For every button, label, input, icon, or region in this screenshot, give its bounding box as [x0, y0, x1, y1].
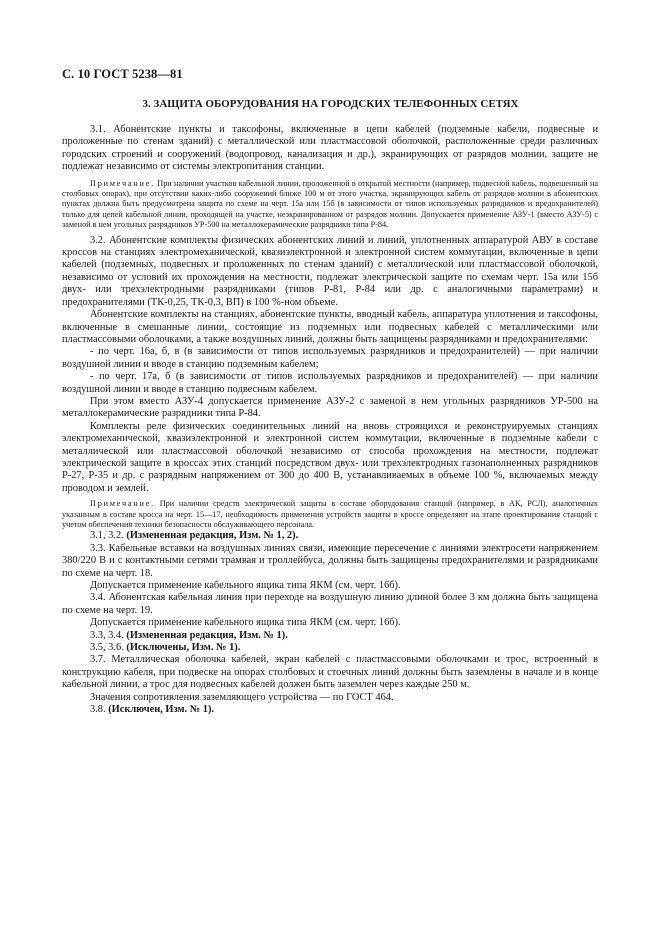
edition-note-1 — [62, 530, 598, 542]
paragraph-mixed-lines: Абонентские комплекты на станциях, абонентские пункты, вводный кабель, аппаратура уплотнения и таксофоны, включенные в смешанные линии, состоящие из подземных или подвесных кабелей с металлическими или пластмассовыми оболочками, а также воздушных линий, должны быть защищены разрядниками и предохранителями: — [62, 309, 598, 345]
list-item-1: - по черт. 16а, б, в (в зависимости от типов используемых разрядников и предохранителей) — при наличии воздушной линии и вводе в станцию подземным кабелем; — [62, 346, 598, 370]
note-2 — [62, 499, 598, 530]
edition-note-2 — [62, 630, 598, 642]
paragraph-3-3: 3.3. Кабельные вставки на воздушных линиях связи, имеющие пересечение с линиями электросети напряжением 380/220 В и с контактными сетями трамвая и троллейбуса, должны быть защищены предохранителями и разрядниками по схеме на черт. 18. — [62, 542, 598, 579]
edition-note-1-num: 3.1, 3.2. — [90, 530, 124, 542]
paragraph-3-7: 3.7. Металлическая оболочка кабелей, экран кабелей с пластмассовыми оболочками и трос, встроенный в конструкцию кабеля, при подвеске на опорах столбовых и стоечных линий должны быть заземлены в начале и в конце кабельной линии, а трос для подвесных кабелей должен быть заземлен через каждые 250 м. — [62, 654, 598, 691]
note-1-text: При наличии участков кабельной линии, проложенной в открытой местности (например, подвесной кабель, подвешенный на столбовых опорах), при отсутствии каких-либо сооружений ближе 100 м от этого участка, экранирующих кабель от разрядов молнии в абонентских пунктах должна быть предусмотрена защита по схеме на черт. 15а или 15б (в зависимости от типов используемых разрядников и предохранителей) только для цепей кабельной линии, проходящей на участке, неэкранированном от разрядов молнии. Допускается применение АЗУ-1 (вместо АЗУ-5) с заменой в нем угольных разрядников УР-500 на металлокерамические разрядники типа Р-84. — [62, 178, 598, 230]
paragraph-3-4: 3.4. Абонентская кабельная линия при переходе на воздушную линию длиной более 3 км должна быть защищена по схеме на черт. 19. — [62, 592, 598, 616]
note-2-label: Примечание. — [90, 499, 155, 509]
excluded-note-2-num: 3.8. — [90, 704, 106, 716]
edition-note-2-num: 3.3, 3.4. — [90, 629, 124, 641]
paragraph-3-1: 3.1. Абонентские пункты и таксофоны, включенные в цепи кабелей (подземные кабели, подвесные и проложенные по стенам зданий) с металлической или пластмассовой оболочкой, расположенные среди различных городских строений и сооружений (водопровод, канализация и др.), экранирующих от разрядов молнии, защите не подлежат независимо от системы электропитания станции. — [62, 124, 598, 173]
note-1-label: Примечание. — [90, 178, 155, 188]
excluded-note-2 — [62, 704, 598, 716]
paragraph-3-4-allowed: Допускается применение кабельного ящика типа ЯКМ (см. черт. 16б). — [90, 617, 401, 629]
paragraph-3-3-allowed: Допускается применение кабельного ящика типа ЯКМ (см. черт. 16б). — [90, 580, 401, 592]
edition-note-2-text: (Измененная редакция, Изм. № 1). — [126, 629, 288, 641]
paragraph-azu: При этом вместо АЗУ-4 допускается применение АЗУ-2 с заменой в нем угольных разрядников УР-500 на металлокерамические разрядники типа Р-84. — [62, 395, 598, 420]
page-header: С. 10 ГОСТ 5238—81 — [62, 67, 183, 81]
excluded-note-2-text: (Исключен, Изм. № 1). — [108, 704, 215, 716]
edition-note-1-text: (Измененная редакция, Изм. № 1, 2). — [126, 530, 299, 542]
section-title: 3. ЗАЩИТА ОБОРУДОВАНИЯ НА ГОРОДСКИХ ТЕЛЕФОННЫХ СЕТЯХ — [142, 98, 519, 110]
note-2-text: При наличии средств электрической защиты в составе оборудования станций (например, в АК, РСЛ), аналогичных указанным в составе кросса на черт. 15—17, необходимость применения устройств защиты в кроссе определяют на этапе проектирования станций с учетом обеспечения техники безопасности обслуживающего персонала. — [62, 499, 598, 529]
excluded-note-1-text: (Исключены, Изм. № 1). — [126, 642, 241, 654]
list-item-2: - по черт. 17а, б (в зависимости от типов используемых разрядников и предохранителей) — при наличии воздушной линии и вводе в станцию подвесным кабелем. — [62, 371, 598, 395]
excluded-note-1 — [62, 642, 598, 654]
paragraph-3-2: 3.2. Абонентские комплекты физических абонентских линий и линий, уплотненных аппаратурой АВУ в составе кроссов на станциях электромеханической, квазиэлектронной и электронной систем коммутации, включенные в цепи кабелей (подземных, подвесных и проложенных по стенам зданий) с металлической или пластмассовой оболочкой, независимо от условий их прохождения на местности, подлежат электрической защите по схемам черт. 15а или 15б двух- или трехэлектродными разрядниками (типов Р-81, Р-84 или др. с аналогичными параметрами) и предохранителями (ТК-0,25, ТК-0,3, ВП) в 100 %-ном объеме. — [62, 234, 598, 308]
excluded-note-1-num: 3.5, 3.6. — [90, 642, 124, 654]
paragraph-relay-sets: Комплекты реле физических соединительных линий на вновь строящихся и реконструируемых станциях электромеханической, квазиэлектронной и электронной систем коммутации, включенные в подземные кабели с металлической или пластмассовой оболочкой независимо от способа прохождения на местности, подлежат электрической защите в кроссах этих станций посредством двух- или трехэлектродных газонаполненных разрядников Р-27, Р-35 и др. с разрядным напряжением от 300 до 400 В, устанавливаемых в объеме 100 %, включаемых между проводом и землей. — [62, 420, 598, 494]
document-body — [62, 124, 598, 717]
note-1 — [62, 179, 598, 231]
paragraph-3-7-resistance: Значения сопротивления заземляющего устройства — по ГОСТ 464. — [90, 691, 394, 703]
